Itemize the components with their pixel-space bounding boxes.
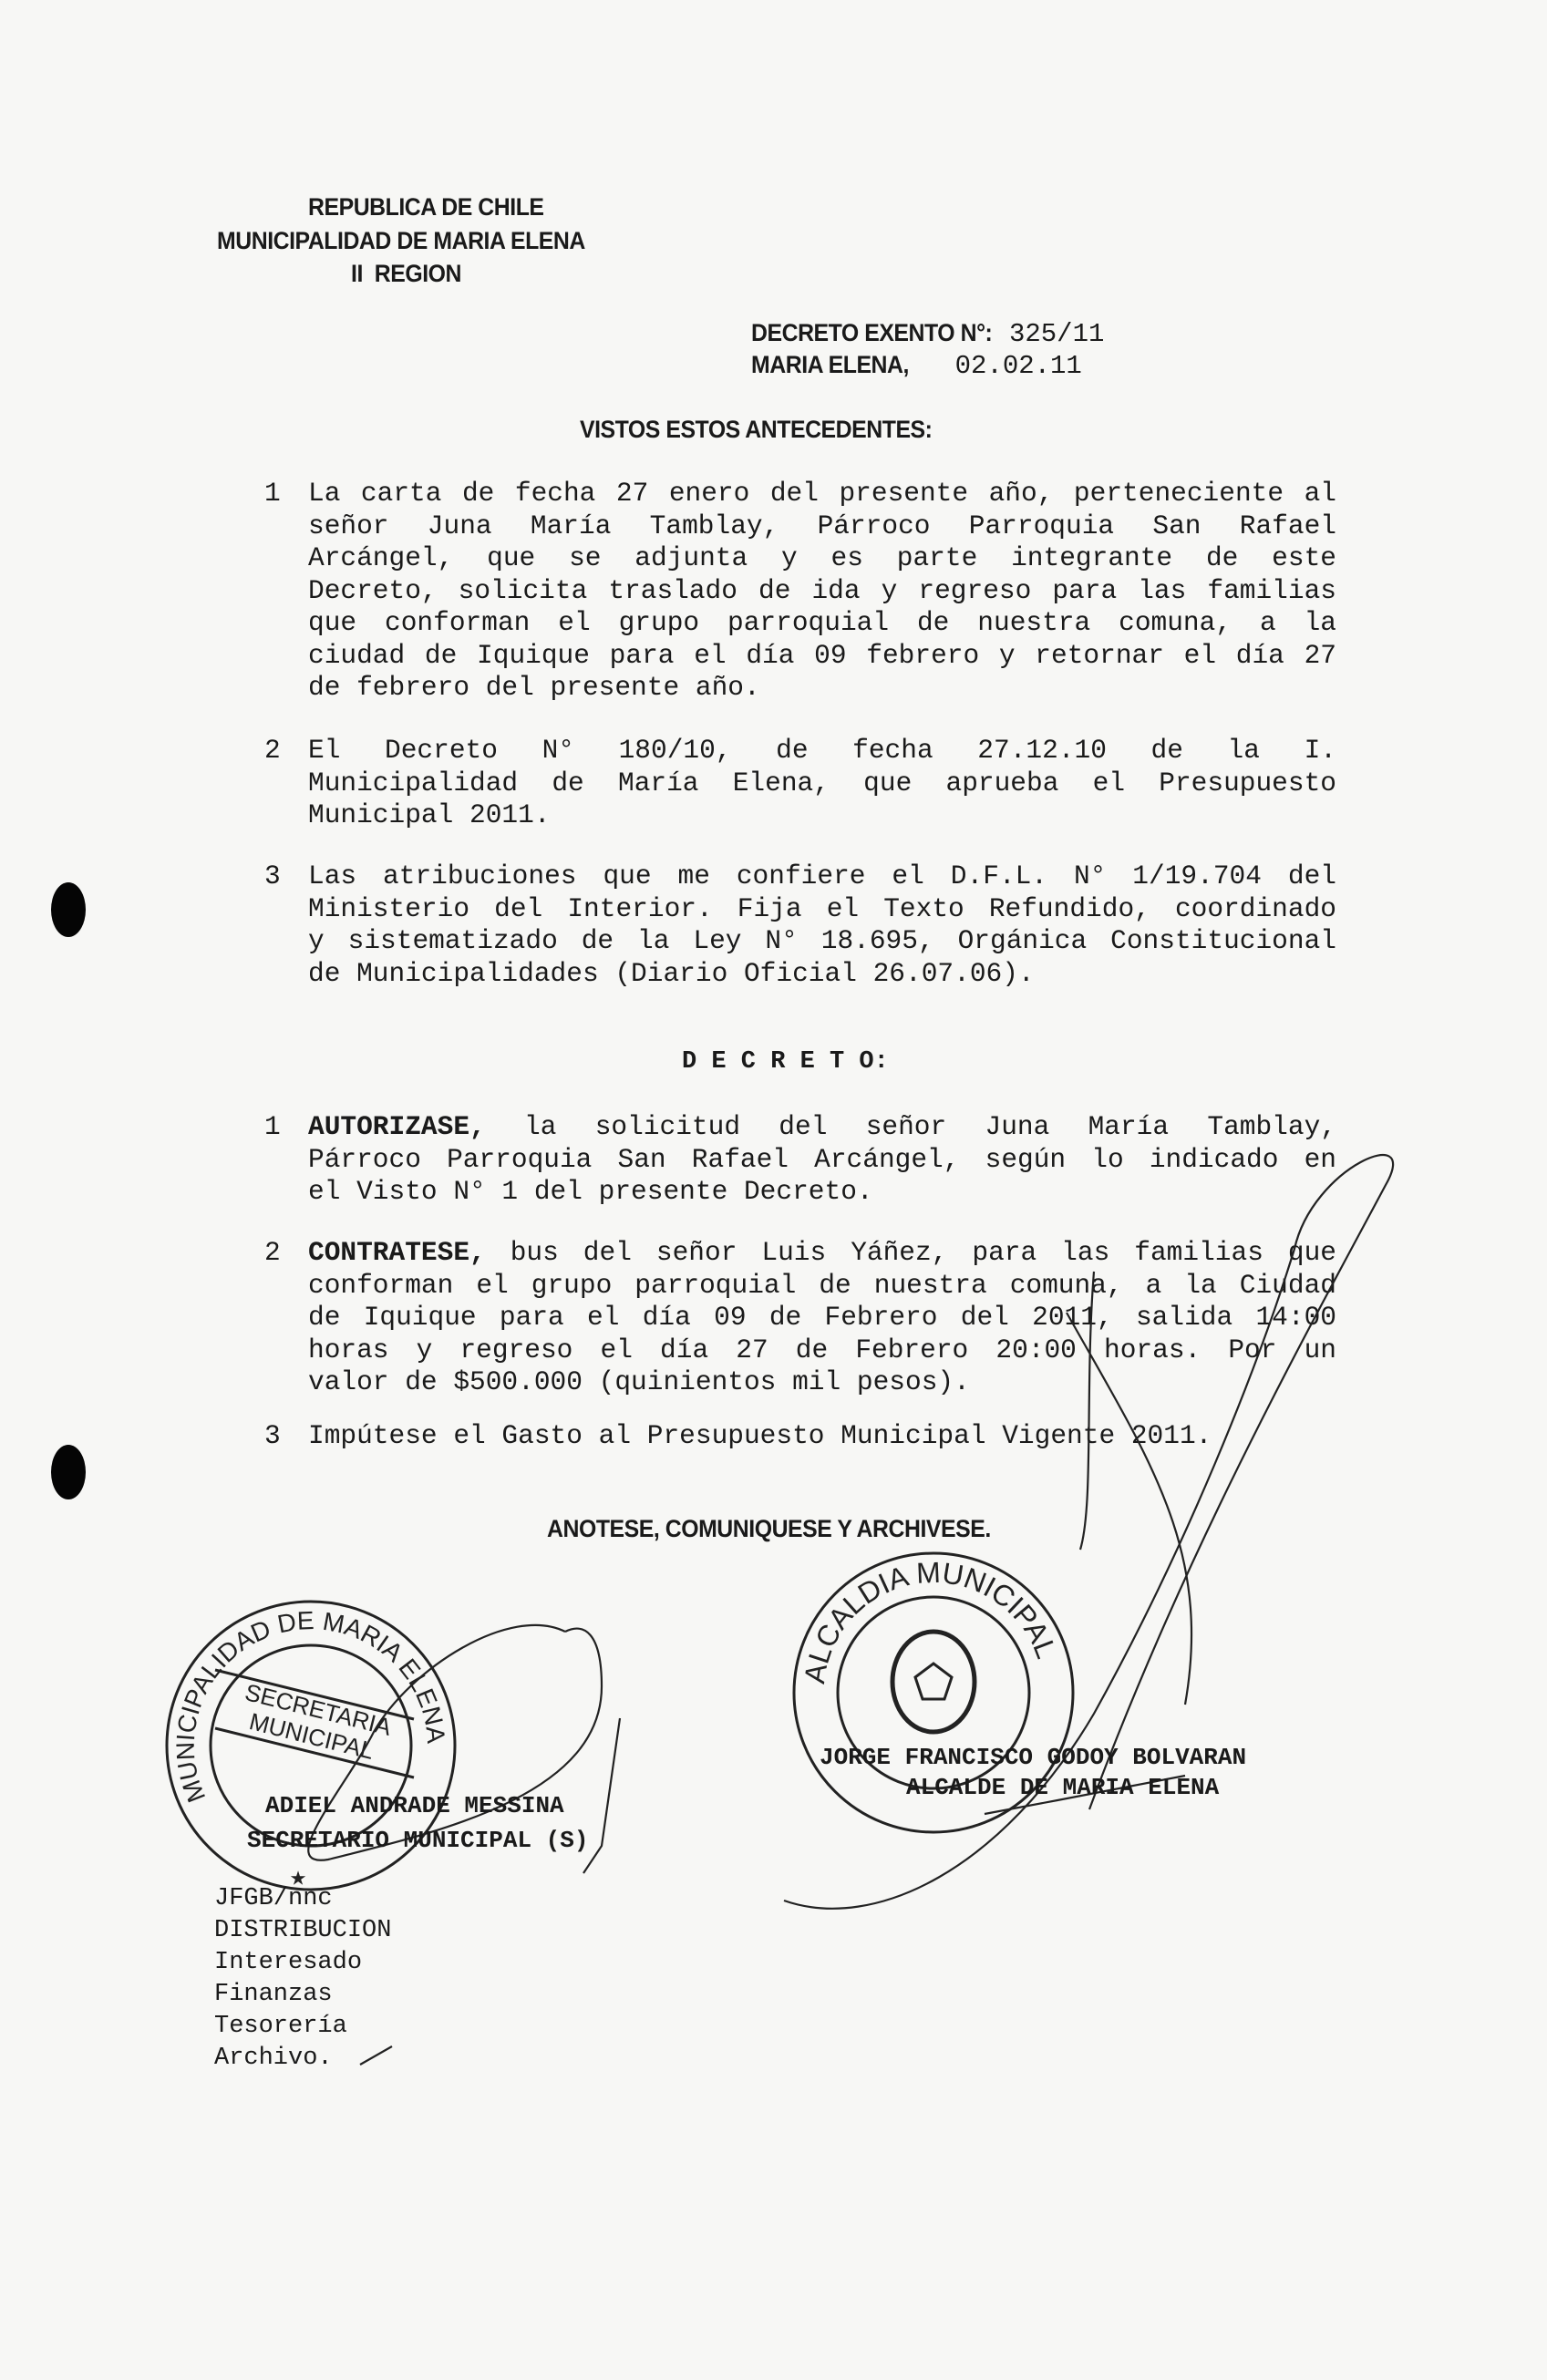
line-text: El Decreto N° 180/10, de fecha 27.12.10 de la I.: [308, 735, 1336, 766]
line-text: el Visto N° 1 del presente Decreto.: [308, 1176, 873, 1207]
line-text: de Iquique para el día 09 de Febrero del 2011, salida 14:00: [308, 1302, 1336, 1333]
item-lead: AUTORIZASE,: [308, 1111, 486, 1142]
line-text: Ministerio del Interior. Fija el Texto Refundido, coordinado: [308, 892, 1336, 924]
line-text: Municipal 2011.: [308, 799, 551, 830]
item-number: 3: [264, 1420, 281, 1451]
line-text: Municipalidad de María Elena, que aprueba el Presupuesto: [308, 767, 1336, 798]
mayor-title: ALCALDE DE MARIA ELENA: [906, 1774, 1220, 1801]
line-text: Arcángel, que se adjunta y es parte integrante de este: [308, 542, 1336, 573]
distribution-title: DISTRIBUCION: [214, 1917, 392, 1944]
line-text: conforman el grupo parroquial de nuestra comuna, a la Ciudad: [308, 1269, 1336, 1301]
line-text: bus del señor Luis Yáñez, para las familias que: [510, 1237, 1336, 1268]
line-text: Impútese el Gasto al Presupuesto Municipal Vigente 2011.: [308, 1420, 1212, 1451]
item-number: 1: [264, 478, 281, 509]
decree-date-value: 02.02.11: [954, 351, 1082, 381]
item-number: 3: [264, 860, 281, 891]
closing-text: ANOTESE, COMUNIQUESE Y ARCHIVESE.: [547, 1515, 991, 1542]
line-text: La carta de fecha 27 enero del presente año, perteneciente al: [308, 478, 1336, 509]
header-municipality: MUNICIPALIDAD DE MARIA ELENA: [217, 227, 585, 254]
item-lead: CONTRATESE,: [308, 1237, 486, 1268]
line-text: de Municipalidades (Diario Oficial 26.07.06).: [308, 957, 1035, 989]
line-text: que conforman el grupo parroquial de nuestra comuna, a la: [308, 607, 1336, 638]
decreto-title: D E C R E T O:: [682, 1048, 889, 1076]
left-seal-band-text: SECRETARIA MUNICIPAL: [242, 1678, 395, 1766]
mayor-name: JORGE FRANCISCO GODOY BOLVARAN: [820, 1744, 1247, 1771]
header-region: II REGION: [351, 260, 462, 287]
item-number: 2: [264, 735, 281, 766]
line-text: la solicitud del señor Juna María Tamblay,: [524, 1111, 1336, 1142]
decree-place-label: MARIA ELENA,: [751, 351, 909, 378]
line-text: Decreto, solicita traslado de ida y regreso para las familias: [308, 574, 1336, 606]
decree-number-label: DECRETO EXENTO N°:: [751, 319, 993, 346]
line-text: señor Juna María Tamblay, Párroco Parroquia San Rafael: [308, 510, 1336, 541]
line-text: horas y regreso el día 27 de Febrero 20:00 horas. Por un: [308, 1334, 1336, 1365]
initials: JFGB/nnc: [214, 1885, 333, 1912]
line-text: Las atribuciones que me confiere el D.F.L. N° 1/19.704 del: [308, 860, 1336, 891]
item-number: 2: [264, 1237, 281, 1268]
star-icon: ★: [290, 1863, 307, 1894]
line-text: valor de $500.000 (quinientos mil pesos).: [308, 1366, 970, 1397]
line-text: Párroco Parroquia San Rafael Arcángel, según lo indicado en: [308, 1143, 1336, 1175]
header-republic: REPUBLICA DE CHILE: [308, 193, 544, 221]
line-text: ciudad de Iquique para el día 09 febrero y retornar el día 27: [308, 639, 1336, 671]
secretary-name: ADIEL ANDRADE MESSINA: [265, 1792, 564, 1819]
distribution-recipient: Interesado: [214, 1949, 363, 1976]
left-seal-ring-path-text: MUNICIPALIDAD DE MARIA ELENA: [170, 1606, 451, 1807]
vistos-title: VISTOS ESTOS ANTECEDENTES:: [580, 416, 933, 443]
right-seal-ring-path-text: ALCALDIA MUNICIPAL: [798, 1555, 1064, 1686]
line-text: y sistematizado de la Ley N° 18.695, Orgánica Constitucional: [308, 925, 1336, 956]
secretary-title: SECRETARIO MUNICIPAL (S): [247, 1827, 589, 1854]
distribution-recipient: Archivo.: [214, 2045, 333, 2072]
distribution-recipient: Tesorería: [214, 2013, 347, 2040]
distribution-recipient: Finanzas: [214, 1981, 333, 2008]
line-text: de febrero del presente año.: [308, 672, 760, 703]
item-number: 1: [264, 1111, 281, 1142]
decree-number-value: 325/11: [1008, 319, 1105, 349]
